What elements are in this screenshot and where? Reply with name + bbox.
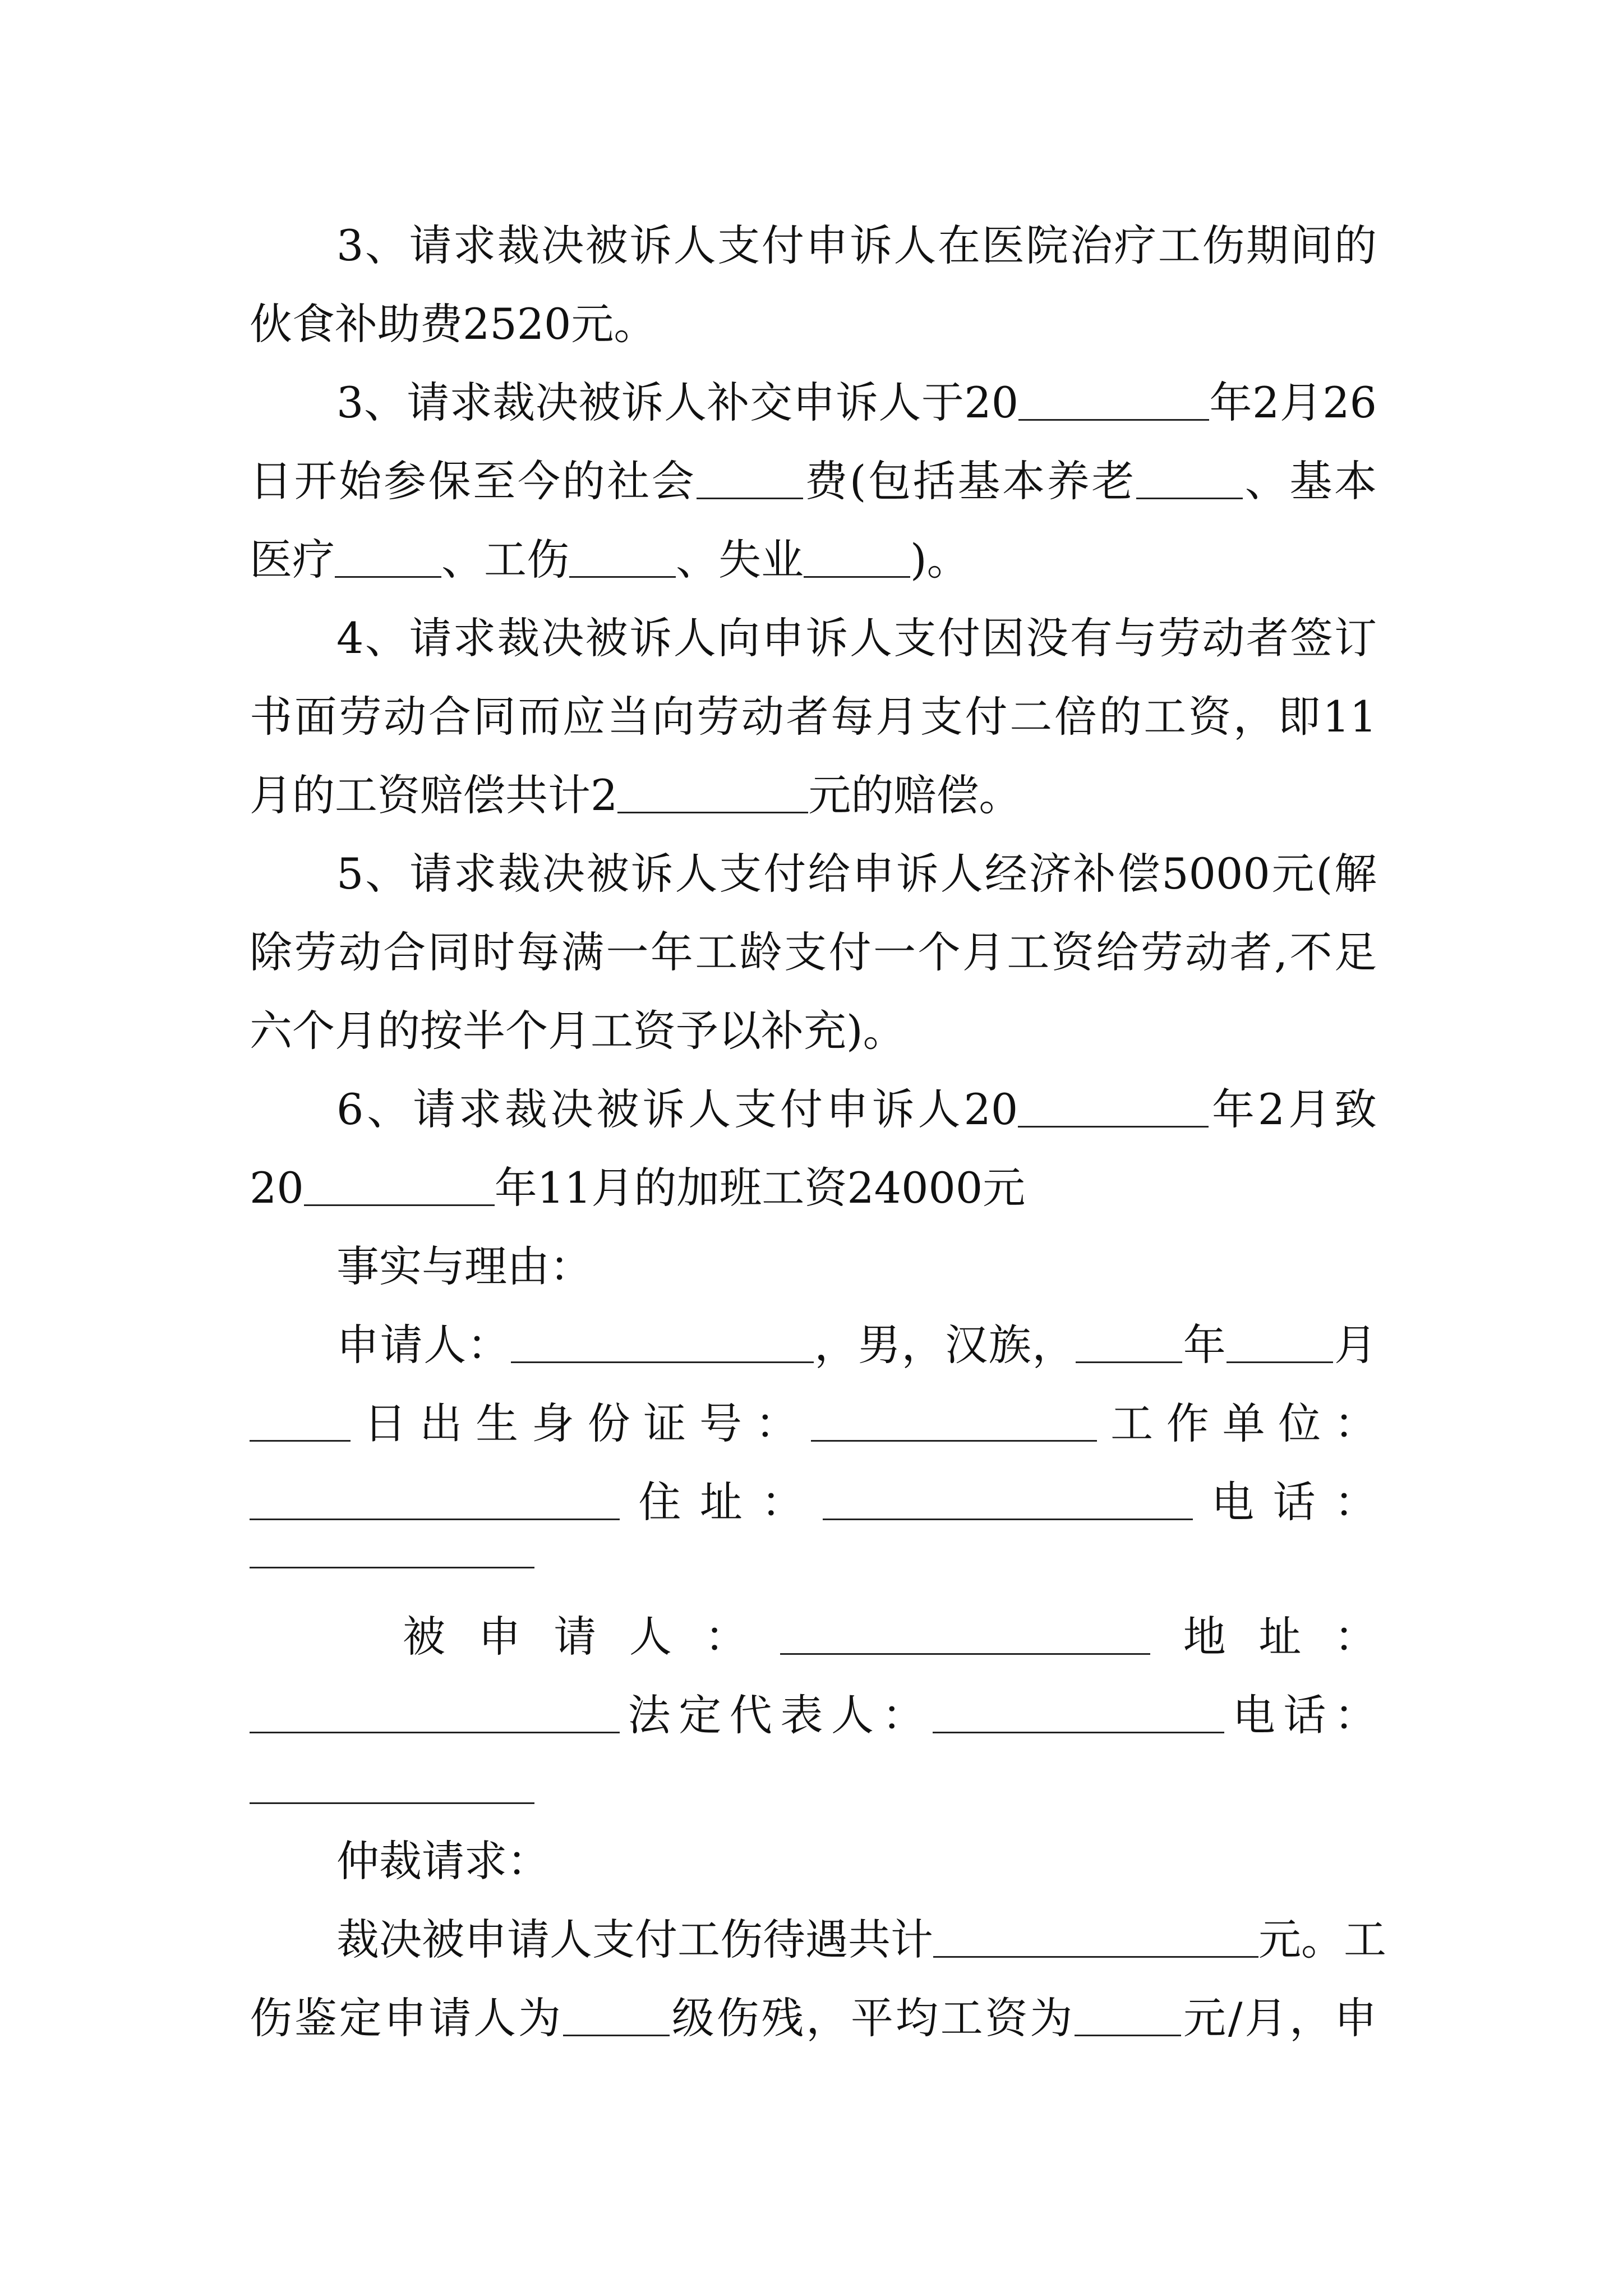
paragraph-3a-line-1: 3、请求裁决被诉人支付申诉人在医院治疗工伤期间的 <box>336 220 1377 270</box>
applicant-line-3: 住址： 电话： <box>250 1474 1377 1530</box>
legal-rep-blank[interactable] <box>933 1695 1224 1733</box>
respondent-line-2: 法定代表人： 电话： <box>250 1687 1377 1743</box>
injury-amount-blank[interactable] <box>933 1919 1258 1958</box>
paragraph-5-line-3: 六个月的按半个月工资予以补充)。 <box>250 1006 906 1056</box>
respondent-phone-blank[interactable] <box>250 1802 534 1804</box>
disability-grade-blank[interactable] <box>563 1998 670 2036</box>
paragraph-5-line-2: 除劳动合同时每满一年工龄支付一个月工资给劳动者,不足 <box>250 927 1377 977</box>
applicant-name-blank[interactable] <box>511 1324 814 1363</box>
facts-heading: 事实与理由： <box>336 1241 592 1291</box>
paragraph-3b-line-2: 日开始参保至今的社会 费(包括基本养老 、基本 <box>250 456 1377 506</box>
applicant-line-2: 日出生身份证号： 工作单位： <box>250 1396 1377 1452</box>
fill-blank[interactable] <box>804 539 910 578</box>
fill-blank[interactable] <box>617 775 808 813</box>
id-number-blank[interactable] <box>811 1403 1097 1442</box>
fill-blank[interactable] <box>697 461 803 499</box>
address-blank[interactable] <box>823 1481 1193 1520</box>
paragraph-6-line-1: 6、请求裁决被诉人支付申诉人20 年2月致 <box>336 1084 1377 1134</box>
paragraph-6-line-2: 20 年11月的加班工资24000元 <box>250 1163 1026 1213</box>
fill-blank[interactable] <box>1136 461 1243 499</box>
paragraph-3a-line-2: 伙食补助费2520元。 <box>250 299 657 349</box>
paragraph-3b-line-1: 3、请求裁决被诉人补交申诉人于20 年2月26 <box>336 378 1377 427</box>
respondent-line-1: 被申请人： 地址： <box>403 1612 1377 1662</box>
fill-blank[interactable] <box>569 539 676 578</box>
work-unit-blank[interactable] <box>250 1481 620 1520</box>
claims-line-2: 伤鉴定申请人为 级伤残，平均工资为 元/月，申 <box>250 1993 1377 2043</box>
paragraph-3b-line-3: 医疗 、工伤 、失业 )。 <box>250 535 970 585</box>
phone-blank[interactable] <box>250 1567 534 1568</box>
paragraph-5-line-1: 5、请求裁决被诉人支付给申诉人经济补偿5000元(解 <box>336 849 1377 899</box>
respondent-address-blank[interactable] <box>250 1695 620 1733</box>
fill-blank[interactable] <box>1018 382 1209 421</box>
paragraph-4-line-2: 书面劳动合同而应当向劳动者每月支付二倍的工资，即11 <box>250 692 1377 742</box>
average-wage-blank[interactable] <box>1075 1998 1181 2036</box>
fill-blank[interactable] <box>335 539 441 578</box>
birth-month-blank[interactable] <box>1227 1324 1333 1363</box>
claims-heading: 仲裁请求： <box>336 1836 550 1886</box>
birth-day-blank[interactable] <box>250 1403 351 1442</box>
fill-blank[interactable] <box>304 1167 495 1206</box>
paragraph-4-line-1: 4、请求裁决被诉人向申诉人支付因没有与劳动者签订 <box>336 613 1377 663</box>
claims-line-1: 裁决被申请人支付工伤待遇共计 元。工 <box>336 1915 1386 1964</box>
fill-blank[interactable] <box>1018 1089 1209 1128</box>
paragraph-4-line-3: 月的工资赔偿共计2 元的赔偿。 <box>250 770 1022 820</box>
applicant-line-1: 申请人： ，男，汉族， 年 月 <box>336 1320 1377 1370</box>
respondent-name-blank[interactable] <box>780 1616 1150 1655</box>
birth-year-blank[interactable] <box>1076 1324 1182 1363</box>
